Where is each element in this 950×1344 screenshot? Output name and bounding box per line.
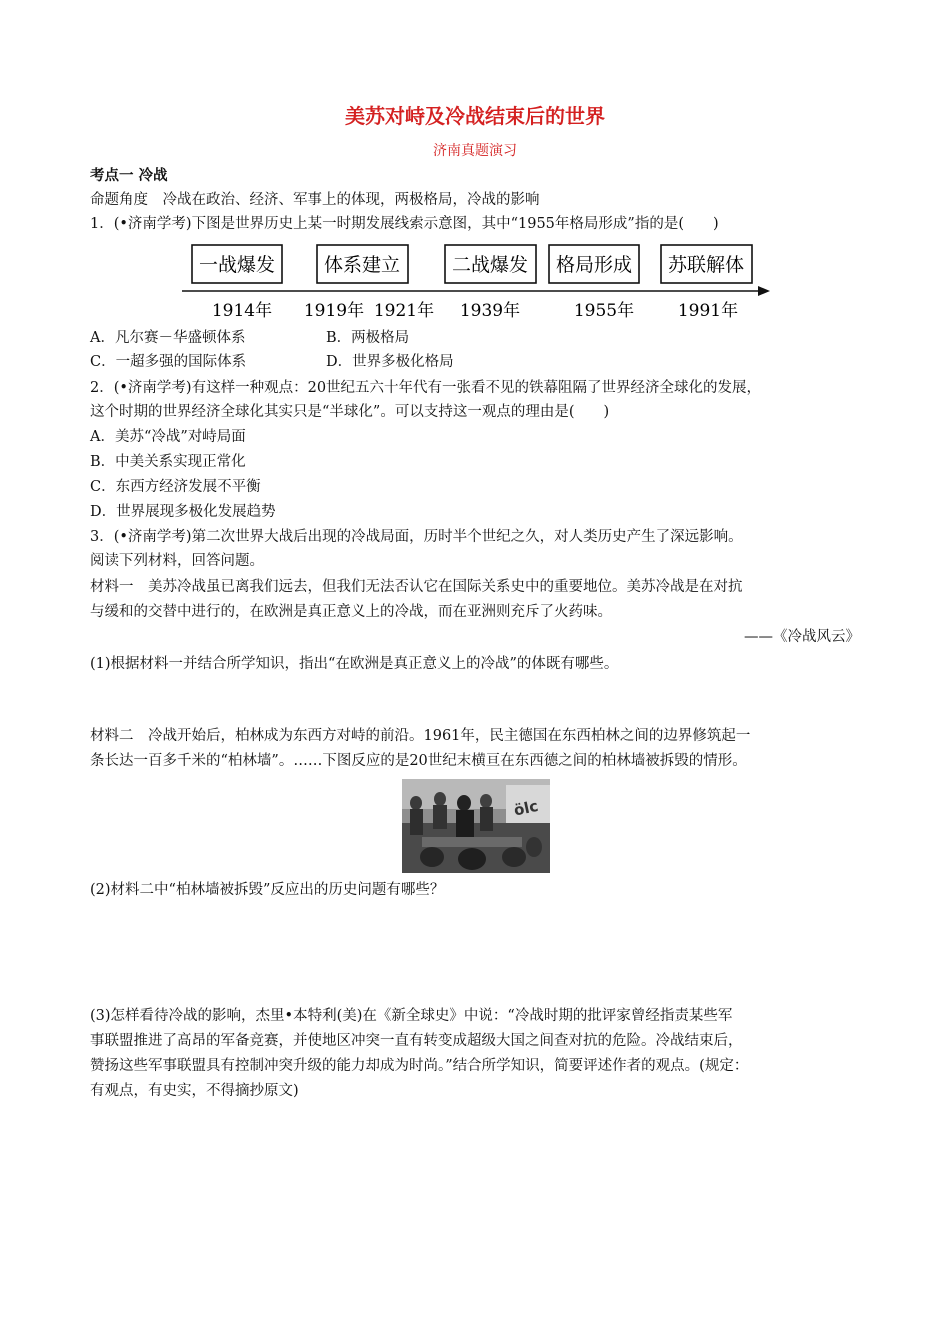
timeline-year: 1991年 [677,301,739,321]
question-angle: 命题角度 冷战在政治、经济、军事上的体现，两极格局，冷战的影响 [90,192,540,208]
timeline-box-label: 苏联解体 [667,254,745,276]
q2-option-b: B．中美关系实现正常化 [90,454,246,470]
q3-sub-question-3: 赞扬这些军事联盟具有控制冲突升级的能力却成为时尚。”结合所学知识，简要评述作者的观点。(规定： [90,1058,749,1074]
timeline-box-3 [445,245,536,283]
q3-sub-question-3: 有观点，有史实，不得摘抄原文) [90,1083,299,1099]
q3-stem: 阅读下列材料，回答问题。 [90,553,264,569]
q1-stem: 1．(•济南学考)下图是世界历史上某一时期发展线索示意图，其中“1955年格局形成”指的是( ) [90,216,719,232]
timeline-year: 1939年 [459,301,521,321]
q2-stem: 这个时期的世界经济全球化其实只是“半球化”。可以支持这一观点的理由是( ) [90,404,610,420]
q1-option-d: D．世界多极化格局 [326,354,454,370]
svg-text:ölc: ölc [512,796,540,820]
timeline-box-label: 二战爆发 [451,254,529,276]
q2-option-a: A．美苏“冷战”对峙局面 [90,429,246,445]
timeline-box-5 [661,245,752,283]
q2-option-c: C．东西方经济发展不平衡 [90,479,261,495]
timeline-box-2 [317,245,408,283]
timeline-arrowhead [758,286,770,296]
q3-sub-question-3: (3)怎样看待冷战的影响，杰里•本特利(美)在《新全球史》中说：“冷战时期的批评家曾经指责某些军 [90,1008,733,1024]
material-2: 条长达一百多千米的“柏林墙”。……下图反应的是20世纪末横亘在东西德之间的柏林墙被拆毁的情形。 [90,753,747,769]
material-2: 材料二 冷战开始后，柏林成为东西方对峙的前沿。1961年，民主德国在东西柏林之间的边界修筑起一 [90,728,751,744]
q3-sub-question-1: (1)根据材料一并结合所学知识，指出“在欧洲是真正意义上的冷战”的体既有哪些。 [90,656,619,672]
page-subtitle: 济南真题演习 [433,143,517,159]
timeline-box-1 [192,245,282,283]
q2-stem: 2．(•济南学考)有这样一种观点：20世纪五六十年代有一张看不见的铁幕阻隔了世界经济全球化的发展， [90,380,762,396]
q3-stem: 3．(•济南学考)第二次世界大战后出现的冷战局面，历时半个世纪之久，对人类历史产生了深远影响。 [90,529,743,545]
material-1: 与缓和的交替中进行的，在欧洲是真正意义上的冷战，而在亚洲则充斥了火药味。 [90,604,612,620]
timeline-year: 1921年 [373,301,435,321]
page-title: 美苏对峙及冷战结束后的世界 [345,104,605,128]
q1-option-b: B．两极格局 [326,330,410,346]
timeline-box-label: 一战爆发 [198,254,276,276]
timeline-diagram [178,240,778,324]
q3-sub-question-2: (2)材料二中“柏林墙被拆毁”反应出的历史问题有哪些？ [90,882,445,898]
timeline-box-label: 格局形成 [555,254,633,276]
timeline-year: 1919年 [303,301,365,321]
timeline-year: 1914年 [211,301,273,321]
material-1-source: ——《冷战风云》 [744,629,860,645]
timeline-box-label: 体系建立 [323,254,401,276]
q3-sub-question-3: 事联盟推进了高昂的军备竞赛，并使地区冲突一直有转变成超级大国之间查对抗的危险。冷战结束后， [90,1033,743,1049]
timeline-year: 1955年 [573,301,635,321]
q1-option-c: C．一超多强的国际体系 [90,354,247,370]
q1-option-a: A．凡尔赛－华盛顿体系 [90,330,246,346]
berlin-wall-photo [402,779,550,873]
timeline-box-4 [549,245,639,283]
section-heading: 考点一 冷战 [90,168,168,184]
material-1: 材料一 美苏冷战虽已离我们远去，但我们无法否认它在国际关系史中的重要地位。美苏冷战是在对抗 [90,579,743,595]
q2-option-d: D．世界展现多极化发展趋势 [90,504,276,520]
